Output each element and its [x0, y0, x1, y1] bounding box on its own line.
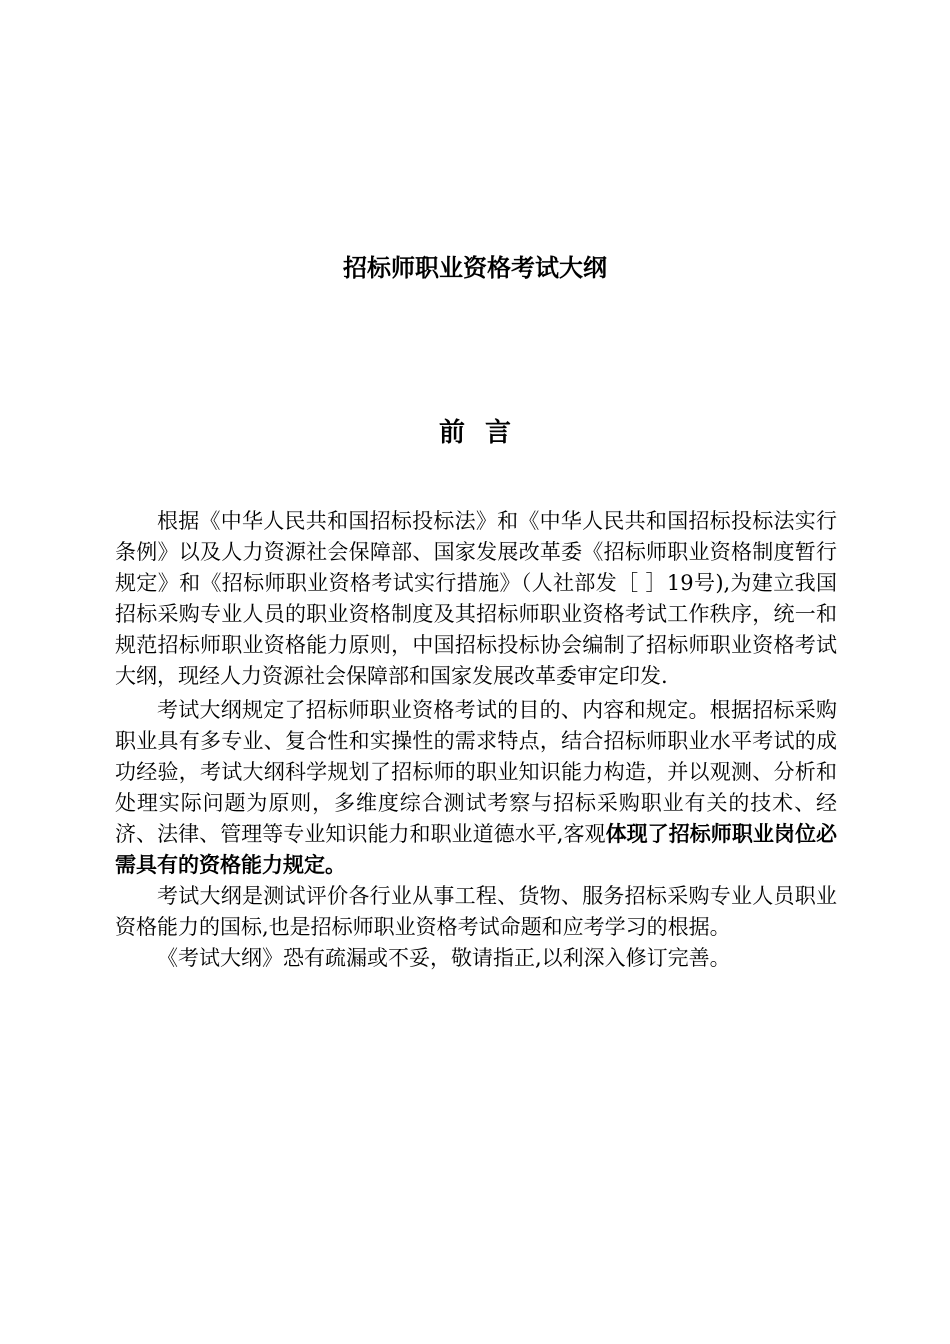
- paragraph-closing-note: 《考试大纲》恐有疏漏或不妥，敬请指正,以利深入修订完善。: [157, 946, 731, 970]
- paragraph-syllabus-content-emphasis: 体现了招标师职业岗位必需具有的资格能力规定。: [115, 822, 837, 877]
- paragraph-syllabus-content-text: 考试大纲规定了招标师职业资格考试的目的、内容和规定。根据招标采购职业具有多专业、复合性和实操性的需求特点，结合招标师职业水平考试的成功经验，考试大纲科学规划了招标师的职业知识能力构造，并以观测、分析和处理实际问题为原则，多维度综合测试考察与招标采购职业有关的技术、经济、法律、管理等专业知识能力和职业道德水平,客观: [115, 698, 837, 846]
- preface-heading: 前言: [438, 418, 531, 448]
- preface-body: [115, 506, 837, 974]
- document-title: 招标师职业资格考试大纲: [343, 254, 607, 282]
- paragraph-syllabus-content: [115, 695, 837, 881]
- paragraph-syllabus-purpose: 考试大纲是测试评价各行业从事工程、货物、服务招标采购专业人员职业资格能力的国标,也是招标师职业资格考试命题和应考学习的根据。: [115, 884, 837, 939]
- paragraph-legal-basis: 根据《中华人民共和国招标投标法》和《中华人民共和国招标投标法实行条例》以及人力资源社会保障部、国家发展改革委《招标师职业资格制度暂行规定》和《招标师职业资格考试实行措施》（人社部发［ ］19号),为建立我国招标采购专业人员的职业资格制度及其招标师职业资格考试工作秩序，统一和规范招标师职业资格能力原则，中国招标投标协会编制了招标师职业资格考试大纲，现经人力资源社会保障部和国家发展改革委审定印发.: [115, 509, 837, 688]
